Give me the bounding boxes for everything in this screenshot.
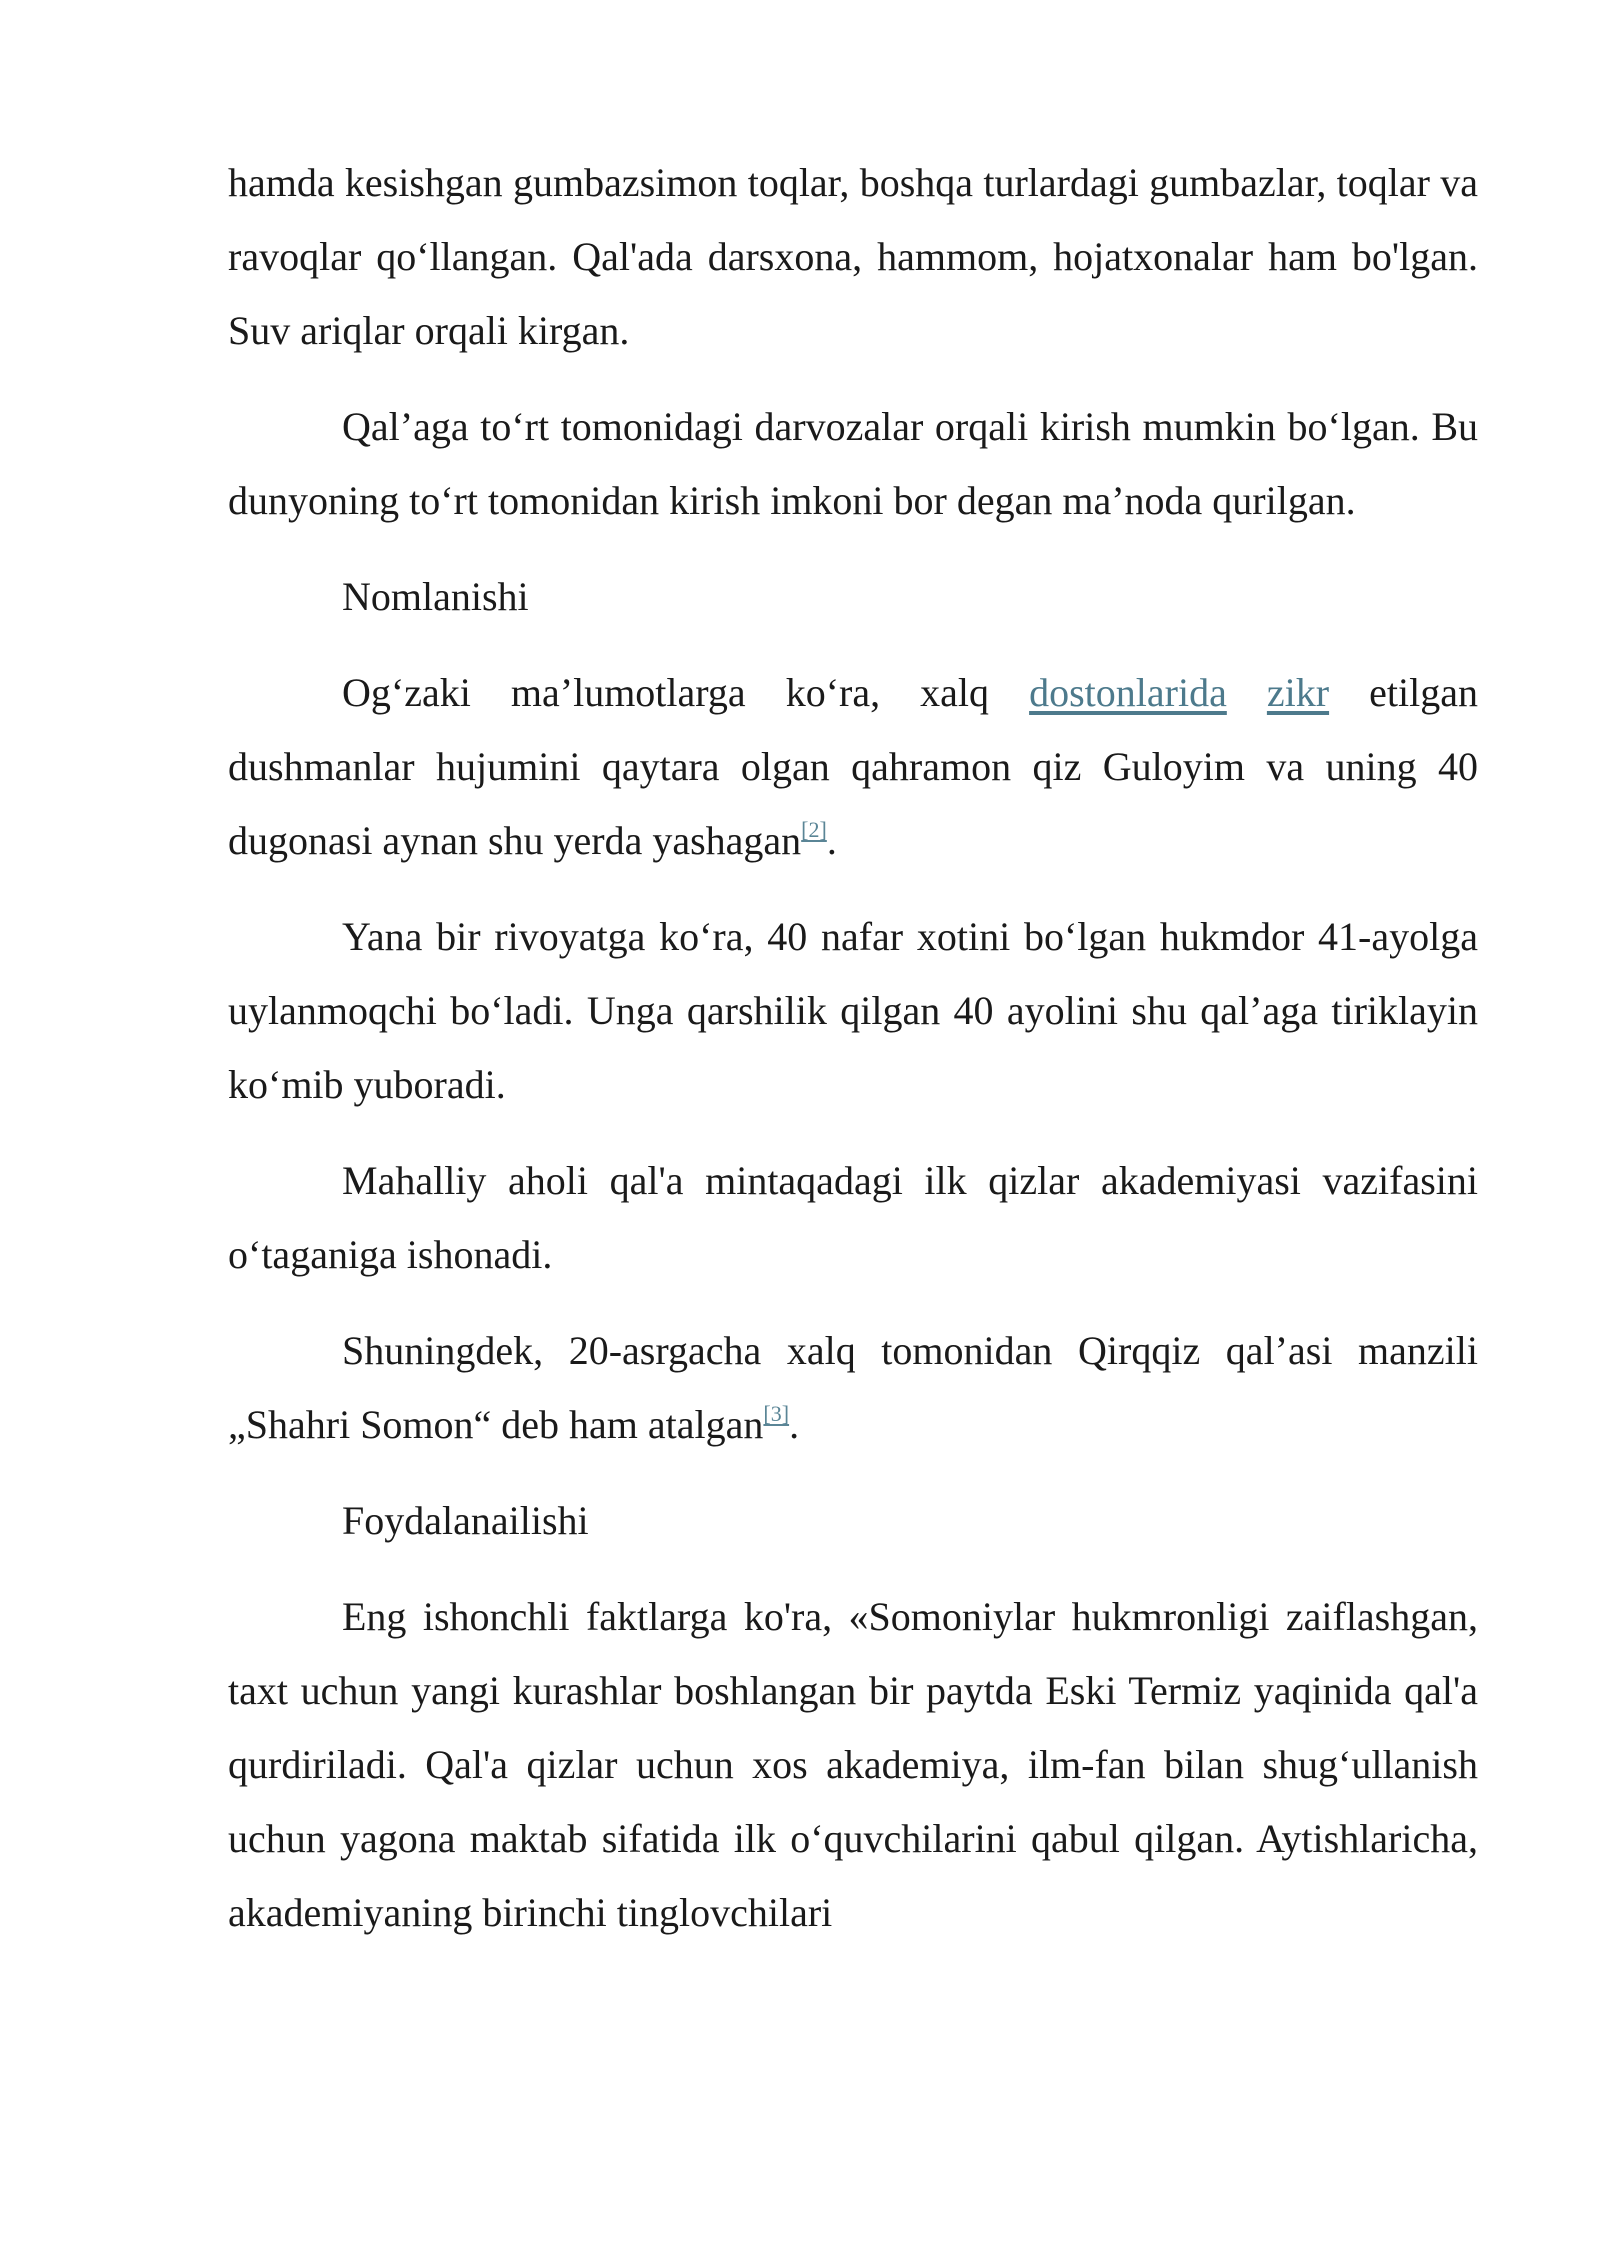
paragraph-shahri-somon	[228, 1314, 1478, 1462]
footnote-ref-2	[801, 817, 827, 842]
paragraph-text: Og‘zaki ma’lumotlarga ko‘ra, xalq	[342, 670, 1030, 715]
link-dostonlarida[interactable]: dostonlarida	[1029, 670, 1227, 715]
paragraph-text: Shuningdek, 20-asrgacha xalq tomonidan Qirqqiz qal’asi manzili „Shahri Somon“ deb ham atalgan	[228, 1328, 1478, 1447]
footnote-link-3[interactable]: [3]	[763, 1401, 790, 1426]
paragraph-continuation: hamda kesishgan gumbazsimon toqlar, boshqa turlardagi gumbazlar, toqlar va ravoqlar qo‘llangan. Qal'ada darsxona, hammom, hojatxonalar ham bo'lgan. Suv ariqlar orqali kirgan.	[228, 160, 1478, 353]
document-body	[228, 146, 1478, 1972]
link-separator	[1227, 670, 1267, 715]
section-heading-naming: Nomlanishi	[342, 574, 529, 619]
paragraph-legend: Yana bir rivoyatga ko‘ra, 40 nafar xotini bo‘lgan hukmdor 41-ayolga uylanmoqchi bo‘ladi. Unga qarshilik qilgan 40 ayolini shu qal’aga tiriklayin ko‘mib yuboradi.	[228, 914, 1478, 1107]
paragraph-gates: Qal’aga to‘rt tomonidagi darvozalar orqali kirish mumkin bo‘lgan. Bu dunyoning to‘rt tomonidan kirish imkoni bor degan ma’noda qurilgan.	[228, 404, 1478, 523]
paragraph-end: .	[789, 1402, 800, 1447]
section-heading-usage: Foydalanailishi	[342, 1498, 589, 1543]
link-zikr[interactable]: zikr	[1266, 670, 1330, 715]
paragraph-oral-sources	[228, 656, 1478, 878]
paragraph-end: .	[826, 818, 837, 863]
footnote-ref-3	[763, 1401, 789, 1426]
paragraph-academy-belief: Mahalliy aholi qal'a mintaqadagi ilk qizlar akademiyasi vazifasini o‘taganiga ishonadi.	[228, 1158, 1478, 1277]
paragraph-facts: Eng ishonchli faktlarga ko'ra, «Somoniylar hukmronligi zaiflashgan, taxt uchun yangi kurashlar boshlangan bir paytda Eski Termiz yaqinida qal'a qurdiriladi. Qal'a qizlar uchun xos akademiya, ilm-fan bilan shug‘ullanish uchun yagona maktab sifatida ilk o‘quvchilarini qabul qilgan. Aytishlaricha, akademiyaning birinchi tinglovchilari	[228, 1594, 1478, 1935]
paragraph-text: etilgan dushmanlar hujumini qaytara olgan qahramon qiz Guloyim va uning 40 dugonasi aynan shu yerda yashagan	[228, 670, 1478, 863]
footnote-link-2[interactable]: [2]	[801, 817, 827, 842]
